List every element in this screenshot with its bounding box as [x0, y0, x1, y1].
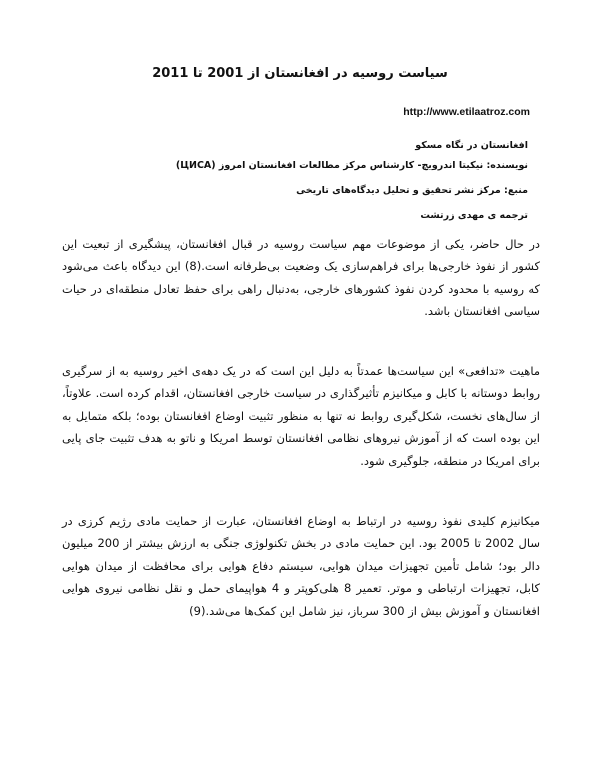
body-paragraph-1: در حال حاضر، یکی از موضوعات مهم سیاست روسیه در قبال افغانستان، پیشگیری از تبعیت این کشور از نفوذ خارجی‌ها برای فراهم‌سازی یک وضعیت بی‌طرفانه است.(8) این دیدگاه باعث می‌شود که روسیه با محدود کردن نفوذ کشورهای خارجی، به‌دنبال راهی برای حفظ تعادل منطقه‌ای در حیات سیاسی افغانستان باشد. — [62, 237, 540, 319]
translator-line: ترجمه ی مهدی زرتشت — [420, 210, 528, 221]
body-paragraph-2: ماهیت «تدافعی» این سیاست‌ها عمدتاً به دلیل این است که در یک دهه‌ی اخیر روسیه به از سرگیری روابط دوستانه با کابل و میکانیزم تأثیرگذاری در سیاست خارجی افغانستان، اقدام کرده است. علاوتاً، از سال‌های نخست، شکل‌گیری روابط نه تنها به منظور تثبیت اوضاع افغانستان بوده؛ بلکه متمایل به این بوده است که از آموزش نیروهای نظامی افغانستان توسط امریکا و ناتو به هدف تثبیت جای پایی برای امریکا در منطقه، جلوگیری شود. — [62, 364, 540, 468]
page-title: سیاست روسیه در افغانستان از 2001 تا 2011 — [152, 66, 448, 81]
section-heading: افغانستان در نگاه مسکو — [415, 140, 528, 151]
body-paragraph-3: میکانیزم کلیدی نفوذ روسیه در ارتباط به اوضاع افغانستان، عبارت از حمایت مادی رژیم کرزی در سال 2002 تا 2005 بود. این حمایت مادی در بخش تکنولوژی جنگی به ارزش بیشتر از 200 میلیون دالر بود؛ شامل تأمین تجهیزات میدان هوایی، سیستم دفاع هوایی برای محافظت از میدان هوایی کابل، تجهیزات ارتباطی و موتر. تعمیر 8 هلی‌کوپتر و 4 هواپیمای حمل و نقل نظامی نیروی هوایی افغانستان و آموزش بیش از 300 سرباز، نیز شامل این کمک‌ها می‌شد.(9) — [62, 514, 540, 618]
author-line: نویسنده: نیکیتا اندرویچ- کارشناس مرکز مطالعات افغانستان امروز (ЦИСА) — [175, 160, 528, 171]
source-url-link[interactable]: http://www.etilaatroz.com — [403, 106, 530, 118]
source-line: منبع: مرکز نشر تحقیق و تحلیل دیدگاه‌های تاریخی — [296, 185, 528, 196]
